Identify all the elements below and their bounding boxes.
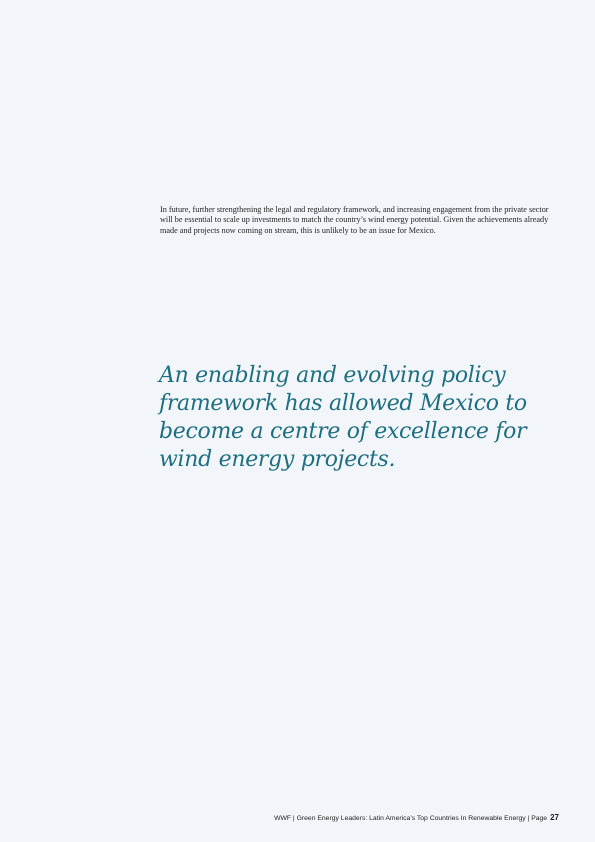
page-footer: [274, 813, 559, 822]
pull-quote-line: wind energy projects.: [159, 447, 396, 472]
pull-quote-line: become a centre of excellence for: [159, 419, 527, 444]
pull-quote: [159, 362, 559, 474]
page-number: 27: [550, 813, 559, 822]
pull-quote-line: An enabling and evolving policy: [159, 363, 506, 388]
body-paragraph: In future, further strengthening the legal and regulatory framework, and increasing engagement from the private sector will be essential to scale up investments to match the country’s wind energy potential. Given the achievements already made and projects now coming on stream, this is unlikely to be an issue for Mexico.: [160, 205, 549, 235]
footer-text: WWF | Green Energy Leaders: Latin America’s Top Countries In Renewable Energy | Page: [274, 815, 548, 822]
pull-quote-line: framework has allowed Mexico to: [159, 391, 527, 416]
